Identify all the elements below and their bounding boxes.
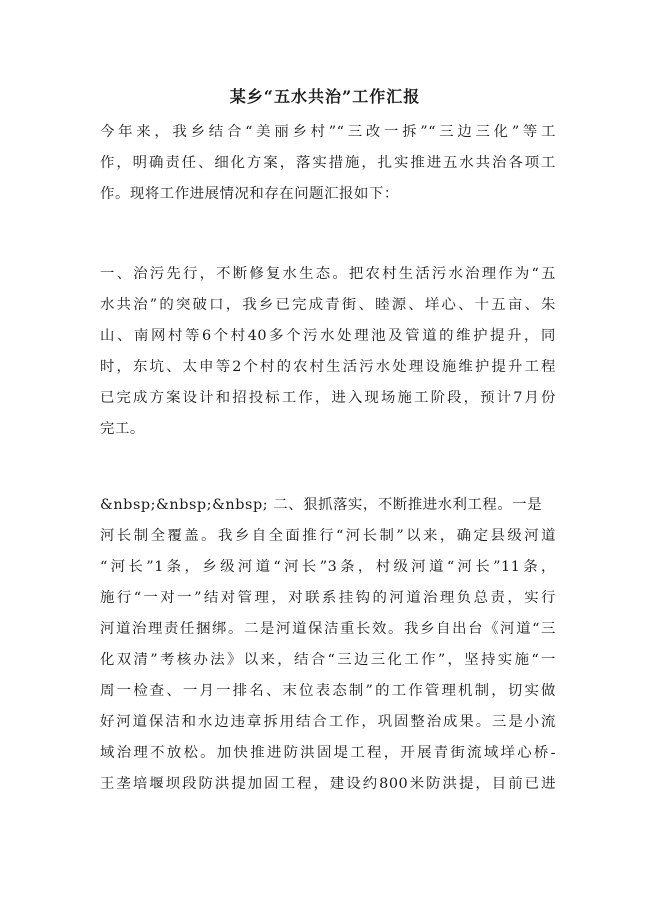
- text-line: “河长”1条，乡级河道“河长”3条，村级河道“河长”11条，: [100, 559, 556, 575]
- text-line: 作。现将工作进展情况和存在问题汇报如下：: [100, 186, 399, 202]
- text-line: 时，东坑、太申等2个村的农村生活污水处理设施维护提升工程: [100, 359, 556, 375]
- text-line: 施行“一对一”结对管理，对联系挂钩的河道治理负总责，实行: [100, 590, 556, 606]
- document-title: 某乡“五水共治”工作汇报: [229, 87, 421, 106]
- text-line: 周一检查、一月一排名、末位表态制”的工作管理机制，切实做: [100, 683, 556, 699]
- text-line: 作，明确责任、细化方案，落实措施，扎实推进五水共治各项工: [100, 155, 556, 171]
- paragraph-section-2: [100, 490, 556, 800]
- text-line: 山、南网村等6个村40多个污水处理池及管道的维护提升，同: [100, 328, 556, 344]
- text-line: 已完成方案设计和招投标工作，进入现场施工阶段，预计7月份: [100, 390, 556, 406]
- text-line: 河长制全覆盖。我乡自全面推行“河长制”以来，确定县级河道: [100, 528, 556, 544]
- text-line: 完工。: [100, 421, 145, 437]
- text-line: 一、治污先行，不断修复水生态。把农村生活污水治理作为“五: [100, 266, 556, 282]
- text-line: 域治理不放松。加快推进防洪固堤工程，开展青街流域垟心桥-: [100, 745, 556, 761]
- text-line: 河道治理责任捆绑。二是河道保洁重长效。我乡自出台《河道“三: [100, 621, 556, 637]
- text-line: 今年来，我乡结合“美丽乡村”“三改一拆”“三边三化”等工: [100, 124, 556, 140]
- text-line: 水共治”的突破口，我乡已完成青街、睦源、垟心、十五亩、朱: [100, 297, 556, 313]
- text-line: 好河道保洁和水边违章拆用结合工作，巩固整治成果。三是小流: [100, 714, 556, 730]
- text-line: 化双清”考核办法》以来，结合“三边三化工作”，坚持实施“一: [100, 652, 556, 668]
- text-line: &nbsp;&nbsp;&nbsp; 二、狠抓落实，不断推进水利工程。一是: [100, 497, 543, 513]
- paragraph-intro: [100, 117, 556, 210]
- text-line: 王垄培堰坝段防洪提加固工程，建设约800米防洪提，目前已进: [100, 776, 556, 792]
- paragraph-section-1: [100, 259, 556, 445]
